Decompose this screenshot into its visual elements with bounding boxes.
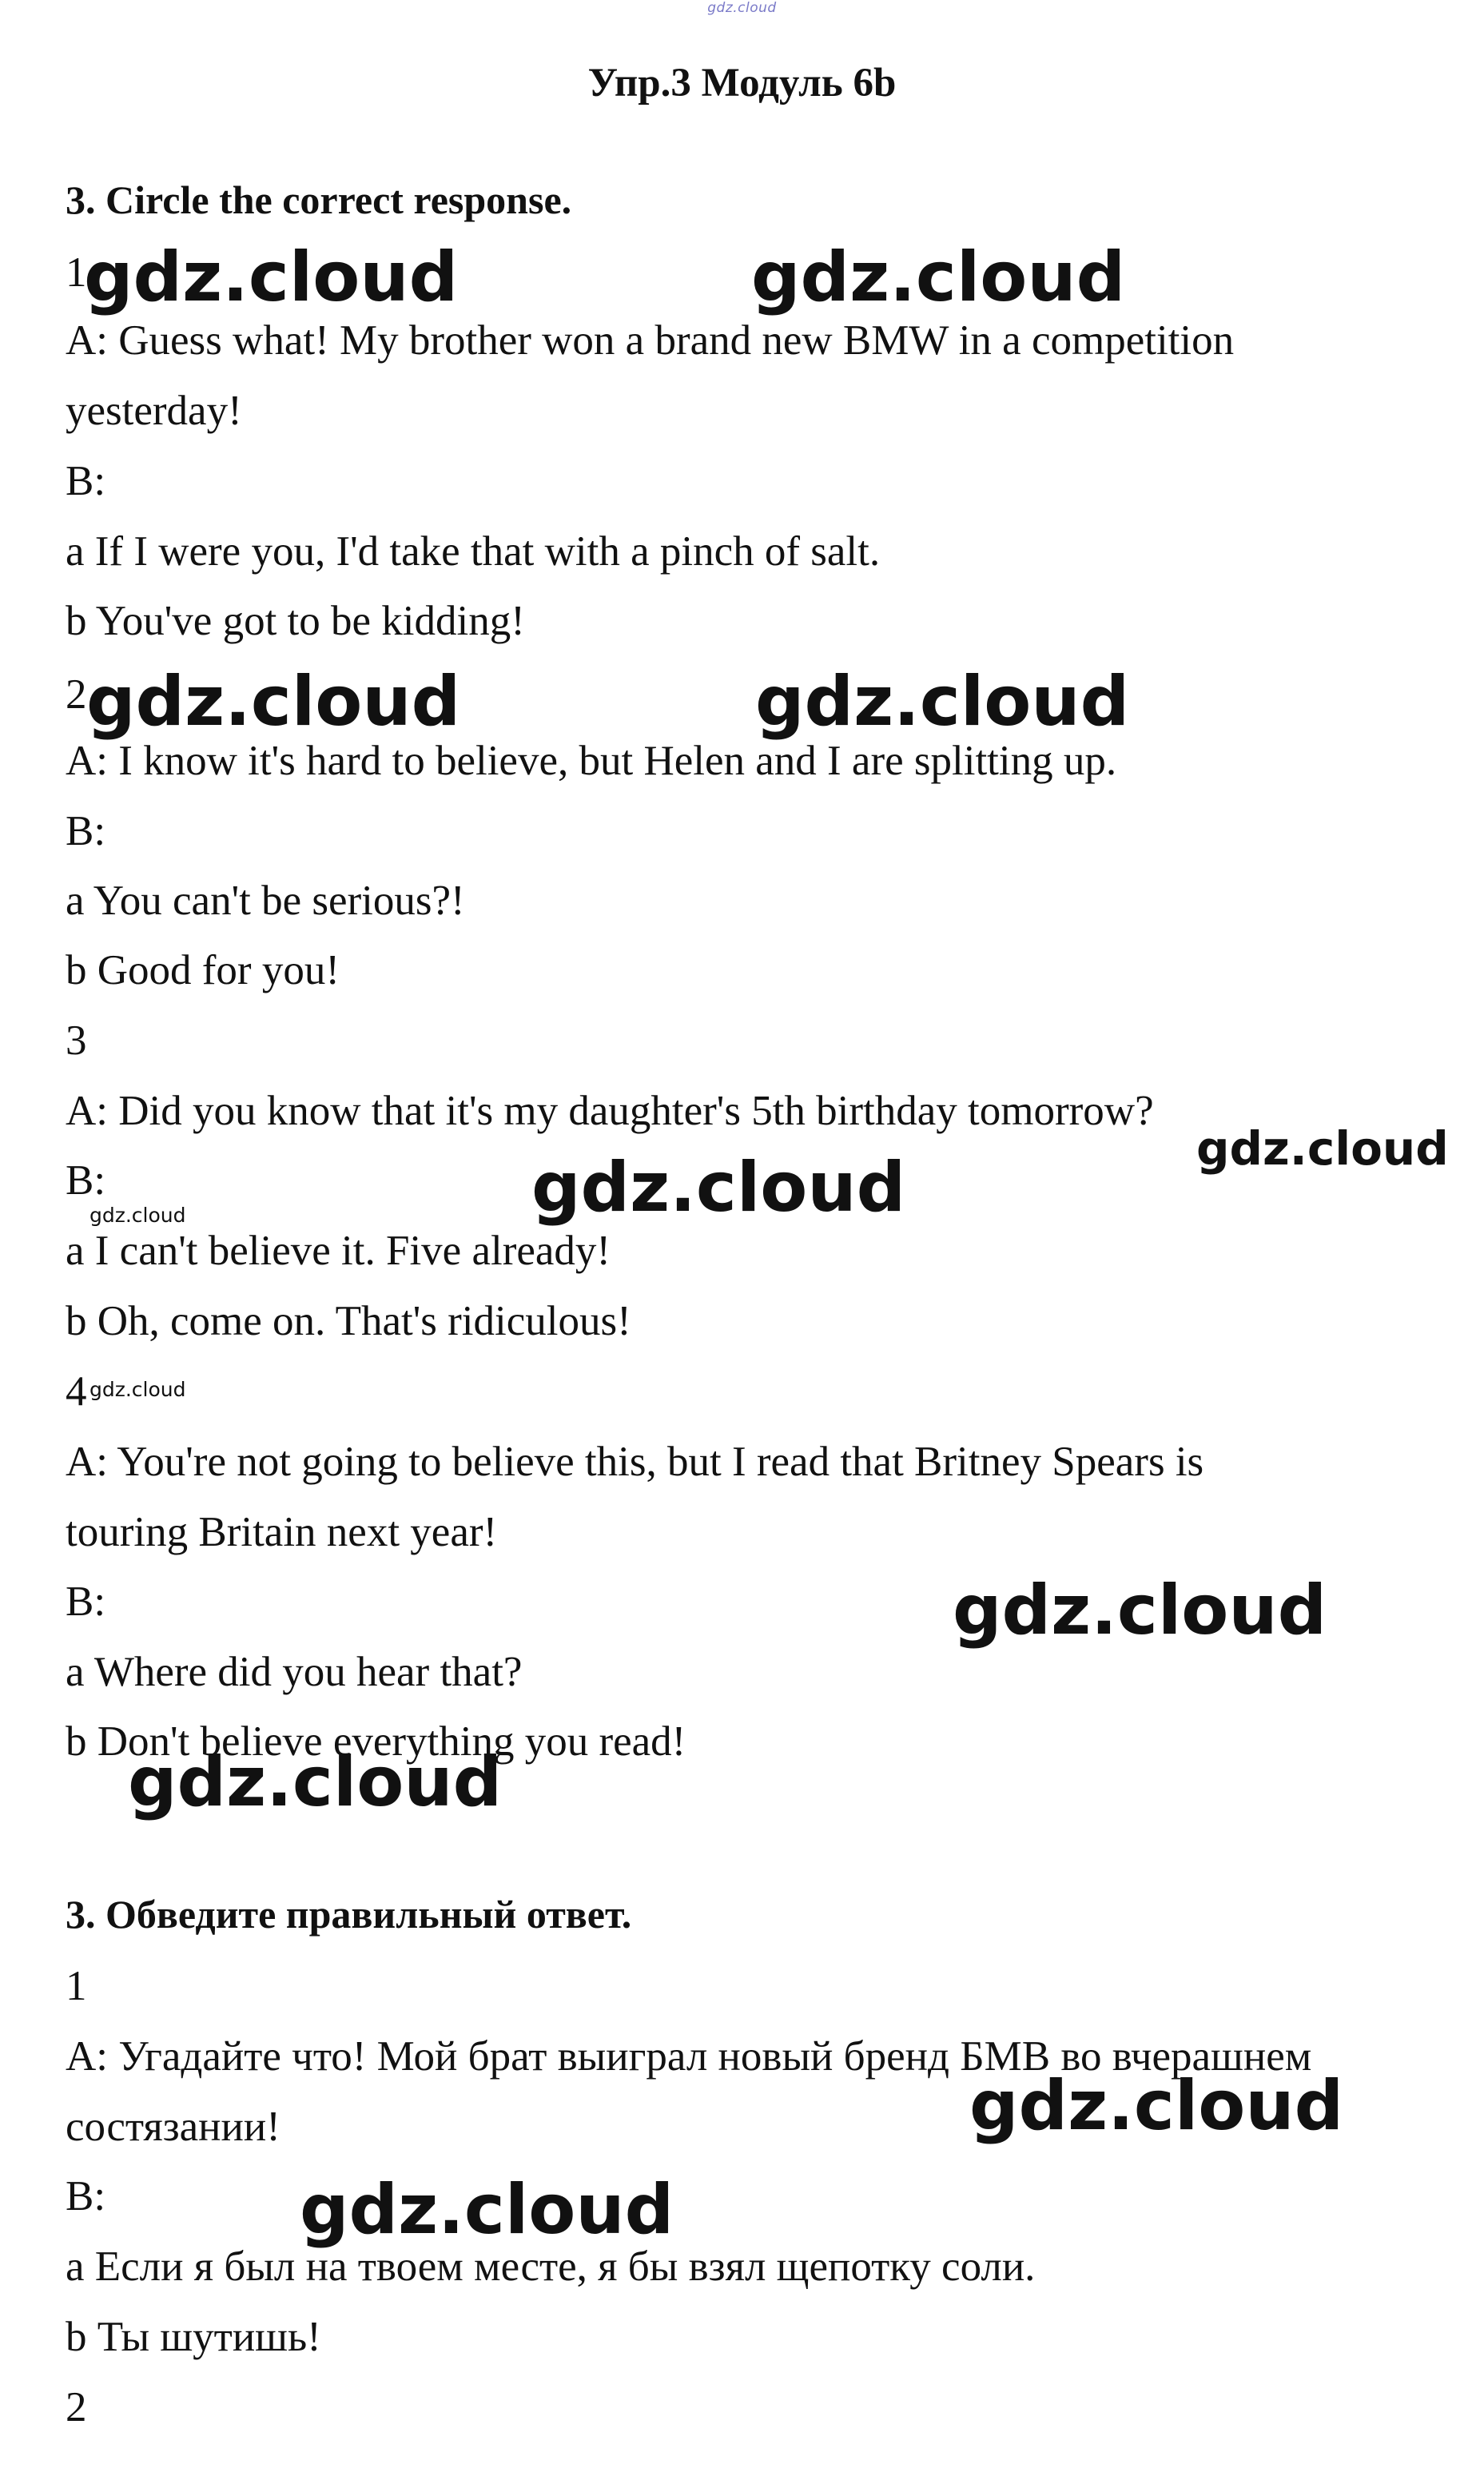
option-a: a Where did you hear that? (66, 1649, 523, 1695)
watermark: gdz.cloud (84, 237, 459, 317)
speaker-b-line: B: (66, 1157, 106, 1204)
option-b: b Good for you! (66, 947, 340, 993)
watermark: gdz.cloud (90, 1378, 186, 1401)
watermark: gdz.cloud (953, 1570, 1327, 1650)
exercise-heading-en: 3. Circle the correct response. (66, 177, 572, 222)
item-number: 4 (66, 1368, 87, 1415)
watermark: gdz.cloud (1196, 1121, 1449, 1176)
speaker-a-line: A: Did you know that it's my daughter's 5th birthday tomorrow? (66, 1088, 1154, 1134)
watermark: gdz.cloud (90, 1204, 186, 1227)
speaker-a-line: touring Britain next year! (66, 1509, 498, 1555)
speaker-a-line: A: I know it's hard to believe, but Helen and I are splitting up. (66, 738, 1117, 784)
item-number: 1 (66, 249, 87, 296)
page-title: Упр.3 Модуль 6b (587, 61, 897, 105)
top-watermark: gdz.cloud (707, 0, 777, 16)
item-number: 1 (66, 1963, 87, 2009)
exercise-heading-ru: 3. Обведите правильный ответ. (66, 1892, 632, 1937)
speaker-b-line: B: (66, 458, 106, 504)
item-number: 2 (66, 2384, 87, 2430)
option-a: a If I were you, I'd take that with a pinch of salt. (66, 528, 881, 575)
option-a: a Если я был на твоем месте, я бы взял щепотку соли. (66, 2243, 1036, 2290)
watermark: gdz.cloud (128, 1742, 503, 1822)
option-a: a I can't believe it. Five already! (66, 1228, 611, 1274)
item-number: 2 (66, 671, 87, 718)
speaker-b-line: B: (66, 808, 106, 854)
option-b: b Don't believe everything you read! (66, 1718, 686, 1765)
option-b: b You've got to be kidding! (66, 598, 525, 644)
watermark: gdz.cloud (86, 662, 461, 742)
speaker-a-line: A: Guess what! My brother won a brand new BMW in a competition (66, 317, 1235, 364)
speaker-b-line: B: (66, 1578, 106, 1625)
option-b: b Oh, come on. That's ridiculous! (66, 1298, 631, 1344)
option-b: b Ты шутишь! (66, 2314, 321, 2360)
speaker-b-line: В: (66, 2173, 106, 2219)
watermark: gdz.cloud (531, 1148, 906, 1228)
watermark: gdz.cloud (755, 662, 1130, 742)
speaker-a-line: состязании! (66, 2104, 280, 2150)
speaker-a-line: А: Угадайте что! Мой брат выиграл новый бренд БМВ во вчерашнем (66, 2033, 1312, 2080)
watermark: gdz.cloud (300, 2170, 674, 2250)
watermark: gdz.cloud (751, 237, 1126, 317)
option-a: a You can't be serious?! (66, 878, 465, 924)
item-number: 3 (66, 1017, 87, 1064)
watermark: gdz.cloud (969, 2066, 1344, 2146)
speaker-a-line: A: You're not going to believe this, but I read that Britney Spears is (66, 1439, 1204, 1485)
speaker-a-line: yesterday! (66, 388, 242, 434)
